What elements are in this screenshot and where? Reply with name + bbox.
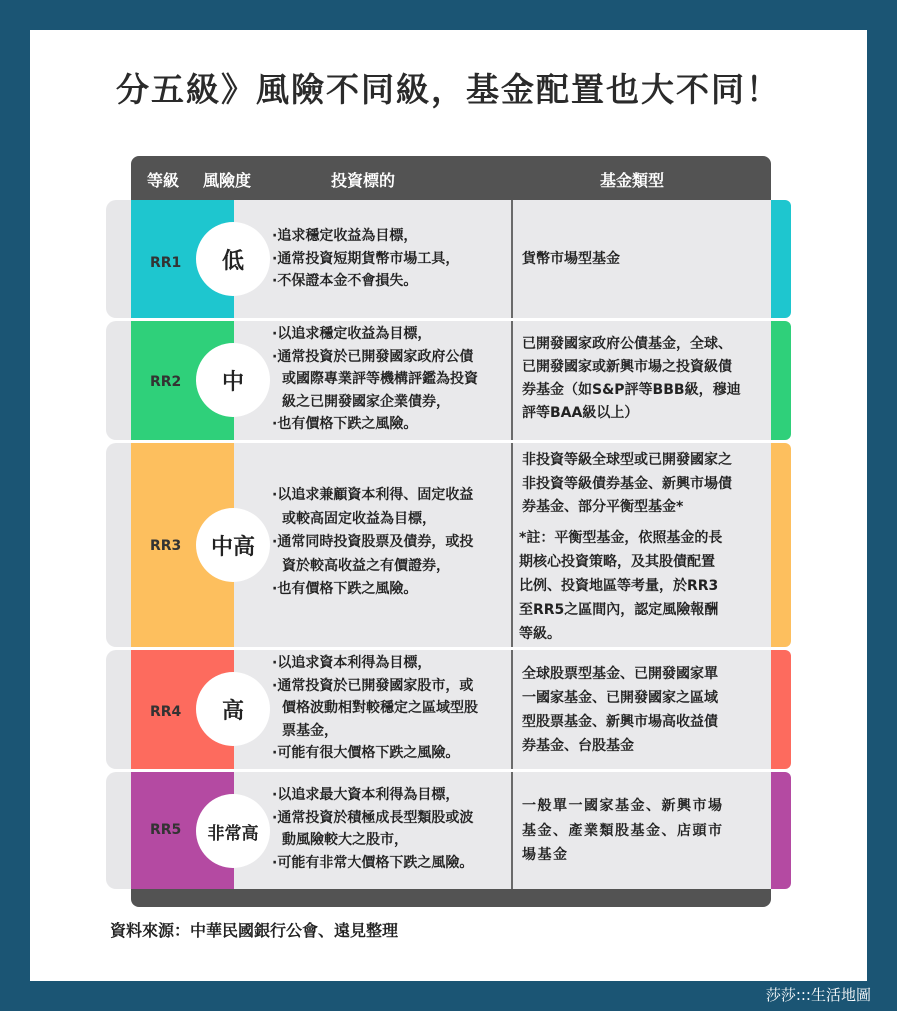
target-item: ·追求穩定收益為目標，: [272, 228, 418, 244]
source-note: 資料來源：中華民國銀行公會、遠見整理: [110, 921, 399, 940]
fund-line: 一般單一國家基金、新興市場: [522, 798, 724, 814]
fund-line: 已開發國家政府公債基金，全球、: [522, 336, 732, 352]
table-row-rr2: [0, 321, 897, 440]
risk-badge: [196, 794, 270, 868]
fund-line: 貨幣市場型基金: [522, 251, 620, 267]
table-row-rr5: [0, 772, 897, 889]
target-item: ·也有價格下跌之風險。: [272, 416, 418, 432]
target-item: ·通常同時投資股票及債券，或投: [272, 534, 474, 550]
fund-line: 全球股票型基金、已開發國家單: [522, 666, 718, 682]
risk-badge: [196, 343, 270, 417]
risk-badge: [196, 222, 270, 296]
risk-label: 高: [221, 698, 244, 724]
fund-line: 場基金: [522, 847, 569, 863]
target-list: [272, 323, 478, 436]
target-list: [272, 652, 478, 765]
header-target: 投資標的: [331, 171, 396, 190]
note-line: 等級。: [519, 626, 561, 642]
fund-note: [519, 526, 722, 646]
target-item: 或國際專業評等機構評鑑為投資: [282, 371, 478, 387]
page-title: 分五級》風險不同級，基金配置也大不同！: [116, 70, 781, 109]
fund-line: 已開發國家或新興市場之投資級債: [522, 359, 732, 375]
watermark: 莎莎:::生活地圖: [765, 986, 871, 1004]
note-line: 比例、投資地區等考量，於RR3: [519, 578, 719, 594]
note-line: 至RR5之區間內，認定風險報酬: [519, 602, 719, 618]
target-item: 動風險較大之股市，: [282, 832, 408, 848]
fund-line: 一國家基金、已開發國家之區域: [522, 690, 718, 706]
target-item: ·不保證本金不會損失。: [272, 273, 418, 289]
target-list: [272, 225, 459, 293]
header-fund: 基金類型: [600, 171, 665, 190]
target-item: ·通常投資於已開發國家股市，或: [272, 677, 474, 694]
risk-label: 非常高: [207, 823, 259, 844]
target-item: ·以追求兼顧資本利得、固定收益: [272, 487, 474, 503]
risk-badge: [196, 508, 270, 582]
fund-line: 非投資等級全球型或已開發國家之: [522, 452, 732, 468]
target-item: ·以追求資本利得為目標，: [272, 655, 432, 671]
risk-badge: [196, 672, 270, 746]
header-grade: 等級: [147, 171, 180, 190]
fund-line: 券基金（如S&P評等BBB級，穆迪: [522, 382, 741, 398]
target-item: 票基金，: [282, 722, 338, 739]
target-item: ·可能有非常大價格下跌之風險。: [272, 854, 474, 871]
fund-line: 型股票基金、新興市場高收益債: [522, 714, 718, 730]
grade-label: RR1: [150, 255, 182, 271]
target-item: ·通常投資於已開發國家政府公債: [272, 348, 474, 365]
target-item: 級之已開發國家企業債券，: [282, 393, 450, 410]
header-risk: 風險度: [203, 171, 252, 190]
table-header: [131, 156, 771, 200]
fund-list: [522, 794, 724, 868]
fund-list: [522, 449, 732, 520]
fund-line: 非投資等級債券基金、新興市場債: [522, 475, 732, 492]
target-item: ·以追求最大資本利得為目標，: [272, 787, 460, 803]
note-line: 期核心投資策略，及其股債配置: [519, 554, 715, 570]
note-line: *註：平衡型基金，依照基金的長: [519, 530, 723, 546]
fund-line: 券基金、部分平衡型基金*: [522, 499, 684, 515]
fund-line: 基金、產業類股基金、店頭市: [522, 822, 724, 839]
target-item: 價格波動相對較穩定之區域型股: [282, 700, 478, 716]
grade-label: RR3: [150, 538, 182, 554]
risk-label: 中高: [210, 534, 255, 560]
fund-list: [522, 662, 718, 758]
target-item: ·也有價格下跌之風險。: [272, 581, 418, 597]
target-item: ·通常投資於積極成長型類股或波: [272, 809, 474, 826]
target-list: [272, 484, 473, 602]
target-item: ·以追求穩定收益為目標，: [272, 326, 432, 342]
grade-label: RR4: [150, 704, 182, 720]
table-row-rr4: [0, 650, 897, 769]
target-list: [272, 784, 473, 874]
risk-label: 低: [221, 248, 244, 274]
grade-label: RR2: [150, 374, 182, 390]
fund-line: 評等BAA級以上）: [522, 405, 639, 421]
table-footer: [131, 889, 771, 907]
target-item: 資於較高收益之有價證券，: [282, 557, 450, 574]
fund-line: 券基金、台股基金: [522, 738, 634, 754]
table-row-rr1: [0, 200, 897, 318]
target-item: ·可能有很大價格下跌之風險。: [272, 745, 460, 761]
risk-label: 中: [221, 369, 244, 395]
table-row-rr3: [0, 443, 897, 647]
target-item: ·通常投資短期貨幣市場工具，: [272, 250, 460, 267]
grade-label: RR5: [150, 822, 182, 838]
target-item: 或較高固定收益為目標，: [282, 510, 436, 527]
fund-list: [522, 333, 741, 425]
fund-list: [522, 248, 620, 271]
